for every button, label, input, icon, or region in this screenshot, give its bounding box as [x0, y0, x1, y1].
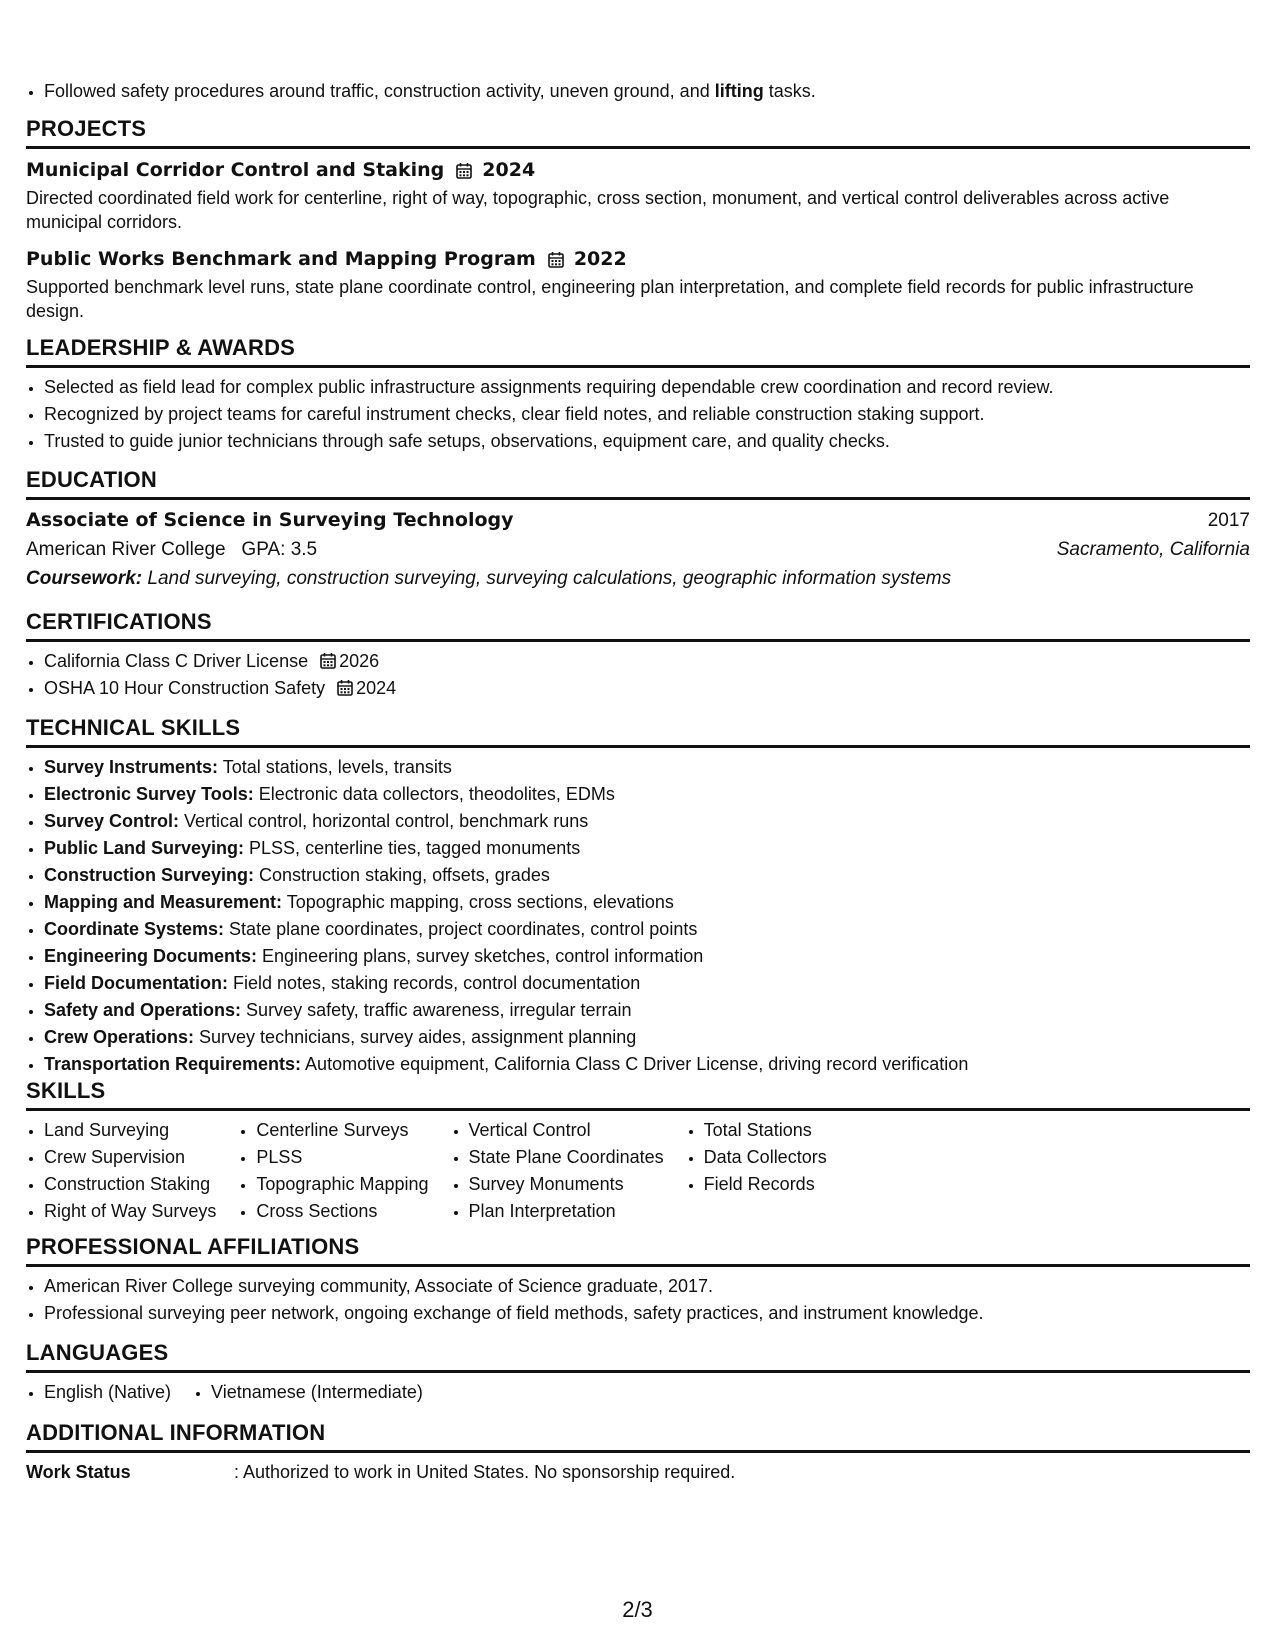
certification-year: 2026 [339, 651, 380, 671]
work-status-row [26, 1459, 1250, 1485]
page-number: 2/3 [622, 1597, 653, 1622]
skill-label: Electronic Survey Tools: [44, 784, 254, 804]
projects-section [26, 115, 1250, 323]
calendar-icon [337, 679, 353, 696]
skills-column [451, 1117, 664, 1225]
bullet-bold-text: lifting [714, 81, 764, 101]
certification-year: 2024 [356, 678, 397, 698]
list-item: • PLSS [256, 1144, 428, 1171]
languages-section [26, 1339, 1250, 1406]
certification-name: OSHA 10 Hour Construction Safety [44, 678, 326, 698]
list-item: • Recognized by project teams for careful instrument checks, clear field notes, and reliable construction staking support. [44, 401, 1250, 428]
project-description: Directed coordinated field work for centerline, right of way, topographic, cross section, monument, and vertical control deliverables across active municipal corridors. [26, 188, 1170, 232]
skill-label: Safety and Operations: [44, 1000, 242, 1020]
certifications-section [26, 608, 1250, 702]
list-item: • Selected as field lead for complex public infrastructure assignments requiring dependable crew coordination and record review. [44, 374, 1250, 401]
graduation-year: 2017 [1207, 510, 1250, 531]
education-section [26, 466, 1250, 593]
section-heading: CERTIFICATIONS [26, 608, 1250, 642]
list-item: • Professional surveying peer network, ongoing exchange of field methods, safety practices, and instrument knowledge. [44, 1300, 1250, 1327]
list-item [44, 78, 1268, 105]
skill-label: Mapping and Measurement: [44, 892, 283, 912]
gpa: GPA: 3.5 [241, 539, 318, 560]
coursework-label: Coursework: [26, 568, 143, 589]
work-status-label: Work Status [26, 1462, 131, 1482]
skill-value: Survey safety, traffic awareness, irregular terrain [241, 1000, 632, 1020]
skill-label: Public Land Surveying: [44, 838, 245, 858]
list-item: • American River College surveying community, Associate of Science graduate, 2017. [44, 1273, 1250, 1300]
bullet-text: Followed safety procedures around traffic, construction activity, uneven ground, and [44, 81, 715, 101]
education-school-row [26, 535, 1250, 564]
section-heading: LANGUAGES [26, 1339, 1250, 1373]
skills-section [26, 1077, 1250, 1225]
skill-label: Engineering Documents: [44, 946, 258, 966]
section-heading: TECHNICAL SKILLS [26, 714, 1250, 748]
list-item: • Crew Supervision [44, 1144, 216, 1171]
skill-label: Transportation Requirements: [44, 1054, 302, 1074]
skill-value: PLSS, centerline ties, tagged monuments [244, 838, 581, 858]
list-item [44, 675, 1250, 702]
calendar-icon [320, 652, 336, 669]
project-title-row [26, 246, 1250, 272]
school-location: Sacramento, California [1056, 539, 1250, 560]
list-item [44, 781, 1250, 808]
list-item: • Trusted to guide junior technicians through safe setups, observations, equipment care, and quality checks. [44, 428, 1250, 455]
list-item: • Topographic Mapping [256, 1171, 428, 1198]
list-item [44, 889, 1250, 916]
skill-value: Electronic data collectors, theodolites, EDMs [253, 784, 615, 804]
section-heading: ADDITIONAL INFORMATION [26, 1419, 1250, 1453]
calendar-icon [548, 251, 564, 268]
skill-value: Construction staking, offsets, grades [254, 865, 550, 885]
skill-label: Survey Instruments: [44, 757, 219, 777]
skill-label: Field Documentation: [44, 973, 228, 993]
list-item: • Land Surveying [44, 1117, 216, 1144]
list-item [44, 970, 1250, 997]
list-item [44, 1051, 1250, 1078]
skills-columns [26, 1117, 1250, 1225]
skills-column [26, 1117, 216, 1225]
leadership-section [26, 334, 1250, 455]
experience-bullet-continued [26, 78, 1268, 105]
list-item [44, 754, 1250, 781]
list-item: • Plan Interpretation [469, 1198, 664, 1225]
skill-value: Topographic mapping, cross sections, elevations [282, 892, 674, 912]
list-item: • Cross Sections [256, 1198, 428, 1225]
skill-value: Survey technicians, survey aides, assignment planning [194, 1027, 637, 1047]
technical-skills-list [26, 754, 1250, 1078]
list-item: • Right of Way Surveys [44, 1198, 216, 1225]
skill-value: Vertical control, horizontal control, benchmark runs [179, 811, 589, 831]
project-title: Municipal Corridor Control and Staking [26, 159, 445, 181]
list-item: • Vietnamese (Intermediate) [211, 1379, 423, 1406]
affiliations-section [26, 1233, 1250, 1327]
list-item: • Survey Monuments [469, 1171, 664, 1198]
section-heading: EDUCATION [26, 466, 1250, 500]
list-item: • Total Stations [704, 1117, 827, 1144]
section-heading: PROFESSIONAL AFFILIATIONS [26, 1233, 1250, 1267]
list-item [44, 1024, 1250, 1051]
coursework-row [26, 564, 1250, 593]
section-heading: SKILLS [26, 1077, 1250, 1111]
bullet-text-end: tasks. [763, 81, 816, 101]
list-item: • Data Collectors [704, 1144, 827, 1171]
education-degree-row [26, 506, 1250, 535]
list-item: • Centerline Surveys [256, 1117, 428, 1144]
technical-skills-section [26, 714, 1250, 1078]
work-status-value: : Authorized to work in United States. No sponsorship required. [234, 1462, 736, 1482]
list-item: • English (Native) [44, 1379, 171, 1406]
calendar-icon [456, 162, 472, 179]
skill-label: Survey Control: [44, 811, 180, 831]
list-item [44, 943, 1250, 970]
section-heading: PROJECTS [26, 115, 1250, 149]
list-item: • Field Records [704, 1171, 827, 1198]
project-year: 2022 [573, 248, 627, 270]
skill-label: Coordinate Systems: [44, 919, 225, 939]
list-item [44, 916, 1250, 943]
project-description: Supported benchmark level runs, state plane coordinate control, engineering plan interpretation, and complete field records for public infrastructure design. [26, 277, 1194, 321]
skill-value: Engineering plans, survey sketches, control information [257, 946, 704, 966]
list-item [44, 997, 1250, 1024]
list-item [44, 862, 1250, 889]
skill-label: Crew Operations: [44, 1027, 195, 1047]
additional-info-section [26, 1419, 1250, 1485]
skill-value: Automotive equipment, California Class C Driver License, driving record verification [301, 1054, 969, 1074]
project-year: 2024 [482, 159, 536, 181]
list-item: • Construction Staking [44, 1171, 216, 1198]
degree-title: Associate of Science in Surveying Technology [26, 509, 514, 531]
list-item [44, 808, 1250, 835]
list-item [44, 648, 1250, 675]
list-item: • State Plane Coordinates [469, 1144, 664, 1171]
list-item: • Vertical Control [469, 1117, 664, 1144]
section-heading: LEADERSHIP & AWARDS [26, 334, 1250, 368]
skills-column [238, 1117, 428, 1225]
skill-value: Field notes, staking records, control documentation [228, 973, 641, 993]
list-item [44, 835, 1250, 862]
skill-label: Construction Surveying: [44, 865, 255, 885]
skill-value: Total stations, levels, transits [218, 757, 452, 777]
project-title-row [26, 157, 1250, 183]
skills-column [686, 1117, 827, 1225]
coursework-text: Land surveying, construction surveying, surveying calculations, geographic information systems [142, 568, 952, 589]
certification-name: California Class C Driver License [44, 651, 309, 671]
project-title: Public Works Benchmark and Mapping Program [26, 248, 536, 270]
school-name: American River College [26, 539, 226, 560]
skill-value: State plane coordinates, project coordinates, control points [224, 919, 698, 939]
